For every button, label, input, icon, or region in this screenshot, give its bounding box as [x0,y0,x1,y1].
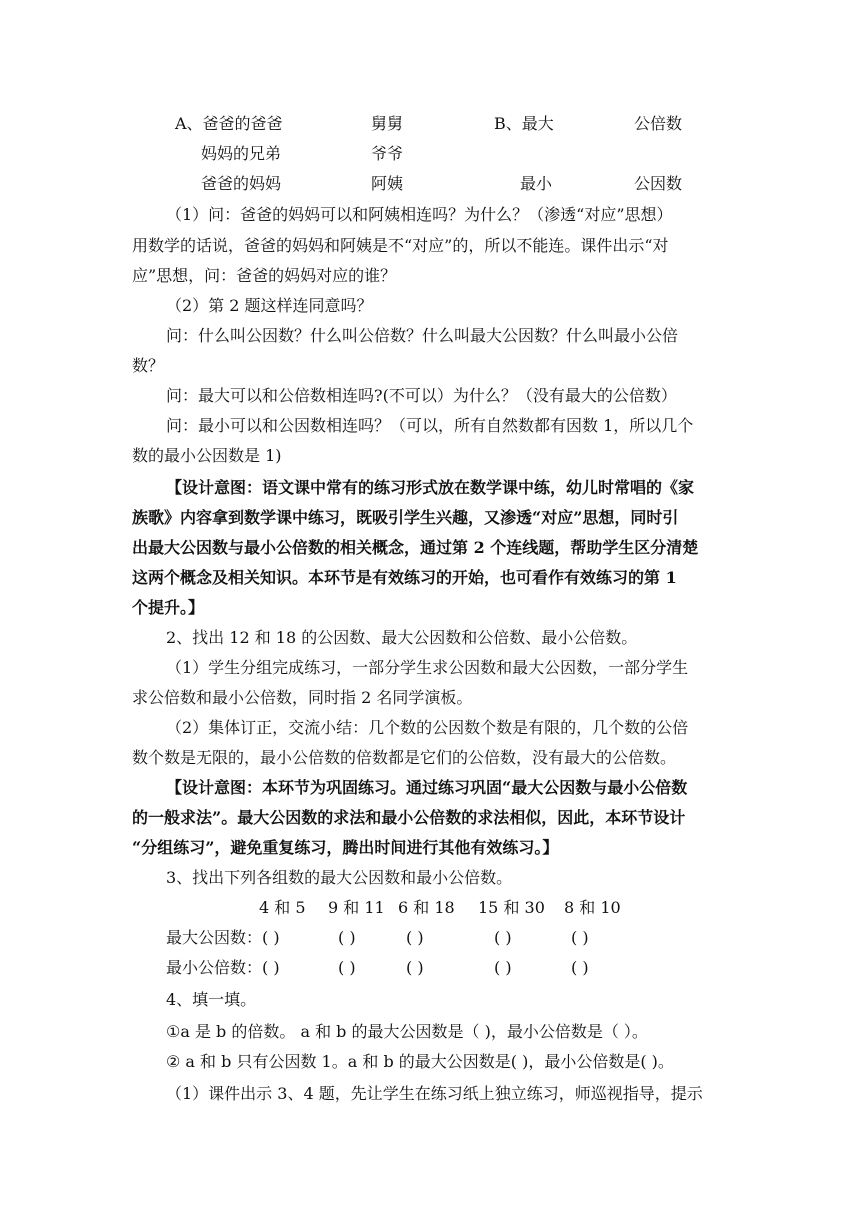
design-note-line: 的一般求法”。最大公因数的求法和最小公倍数的求法相似，因此，本环节设计 [132,808,686,827]
lcm-blank[interactable]: ( ) [262,958,280,977]
lcm-blank[interactable]: ( ) [406,958,424,977]
paragraph-line: 问：最大可以和公倍数相连吗?(不可以）为什么？（没有最大的公倍数） [166,386,677,405]
number-pair: 8 和 10 [564,898,621,917]
design-note-line: 【设计意图：本环节为巩固练习。通过练习巩固“最大公因数与最小公倍数 [166,778,688,797]
gcd-blank[interactable]: ( ) [494,928,512,947]
paragraph-line: 问：什么叫公因数？什么叫公倍数？什么叫最大公因数？什么叫最小公倍 [166,326,679,345]
match-row3-b: 阿姨 [371,174,404,193]
paragraph-line: （1）课件出示 3、4 题，先让学生在练习纸上独立练习，师巡视指导，提示 [166,1084,703,1103]
gcd-blank[interactable]: ( ) [406,928,424,947]
paragraph-line: （1）学生分组完成练习，一部分学生求公因数和最大公因数，一部分学生 [166,658,689,677]
paragraph-line: 应”思想，问：爸爸的妈妈对应的谁？ [132,266,397,285]
design-note-line: 个提升。】 [132,598,205,617]
exercise-heading: 3、找出下列各组数的最大公因数和最小公倍数。 [166,868,513,887]
match-row2-a: 妈妈的兄弟 [201,144,282,163]
fill-in-item: ② a 和 b 只有公因数 1。a 和 b 的最大公因数是( )，最小公倍数是( )。 [166,1052,674,1071]
gcd-label: 最大公因数： [166,928,263,947]
gcd-blank[interactable]: ( ) [262,928,280,947]
number-pair: 6 和 18 [398,898,455,917]
paragraph-line: （2）第 2 题这样连同意吗？ [166,296,373,315]
gcd-blank[interactable]: ( ) [571,928,589,947]
match-row1-c: B、最大 [494,114,554,133]
lcm-blank[interactable]: ( ) [494,958,512,977]
number-pair: 15 和 30 [478,898,545,917]
paragraph-line: 数？ [132,356,165,375]
paragraph-line: 用数学的话说，爸爸的妈妈和阿姨是不“对应”的，所以不能连。课件出示“对 [132,236,669,255]
gcd-blank[interactable]: ( ) [338,928,356,947]
number-pair: 9 和 11 [328,898,385,917]
exercise-heading: 4、填一填。 [166,990,257,1009]
lcm-blank[interactable]: ( ) [571,958,589,977]
lcm-blank[interactable]: ( ) [338,958,356,977]
exercise-heading: 2、找出 12 和 18 的公因数、最大公因数和公倍数、最小公倍数。 [166,628,638,647]
fill-in-item: ①a 是 b 的倍数。 a 和 b 的最大公因数是（ )，最小公倍数是（ ）。 [166,1022,648,1041]
number-pair: 4 和 5 [259,898,306,917]
lcm-label: 最小公倍数： [166,958,263,977]
paragraph-line: 求公倍数和最小公倍数，同时指 2 名同学演板。 [132,688,473,707]
match-row1-a: A、爸爸的爸爸 [175,114,283,133]
paragraph-line: （2）集体订正，交流小结：几个数的公因数个数是有限的，几个数的公倍 [166,718,689,737]
design-note-line: 这两个概念及相关知识。本环节是有效练习的开始，也可看作有效练习的第 1 [132,568,677,587]
match-row1-b: 舅舅 [371,114,404,133]
design-note-line: “分组练习”，避免重复练习，腾出时间进行其他有效练习。】 [132,838,559,857]
paragraph-line: 数的最小公因数是 1) [132,446,282,465]
match-row1-d: 公倍数 [634,114,683,133]
paragraph-line: 数个数是无限的，最小公倍数的倍数都是它们的公倍数，没有最大的公倍数。 [132,748,677,767]
design-note-line: 【设计意图：语文课中常有的练习形式放在数学课中练，幼儿时常唱的《家 [166,478,695,497]
match-row3-d: 公因数 [634,174,683,193]
match-row2-b: 爷爷 [371,144,404,163]
match-row3-a: 爸爸的妈妈 [201,174,282,193]
paragraph-line: （1）问：爸爸的妈妈可以和阿姨相连吗？为什么？（渗透“对应”思想） [166,205,673,224]
design-note-line: 族歌》内容拿到数学课中练习，既吸引学生兴趣，又渗透“对应”思想，同时引 [132,508,679,527]
match-row3-c: 最小 [520,174,553,193]
design-note-line: 出最大公因数与最小公倍数的相关概念，通过第 2 个连线题，帮助学生区分清楚 [132,538,699,557]
paragraph-line: 问：最小可以和公因数相连吗？（可以，所有自然数都有因数 1，所以几个 [166,416,694,435]
